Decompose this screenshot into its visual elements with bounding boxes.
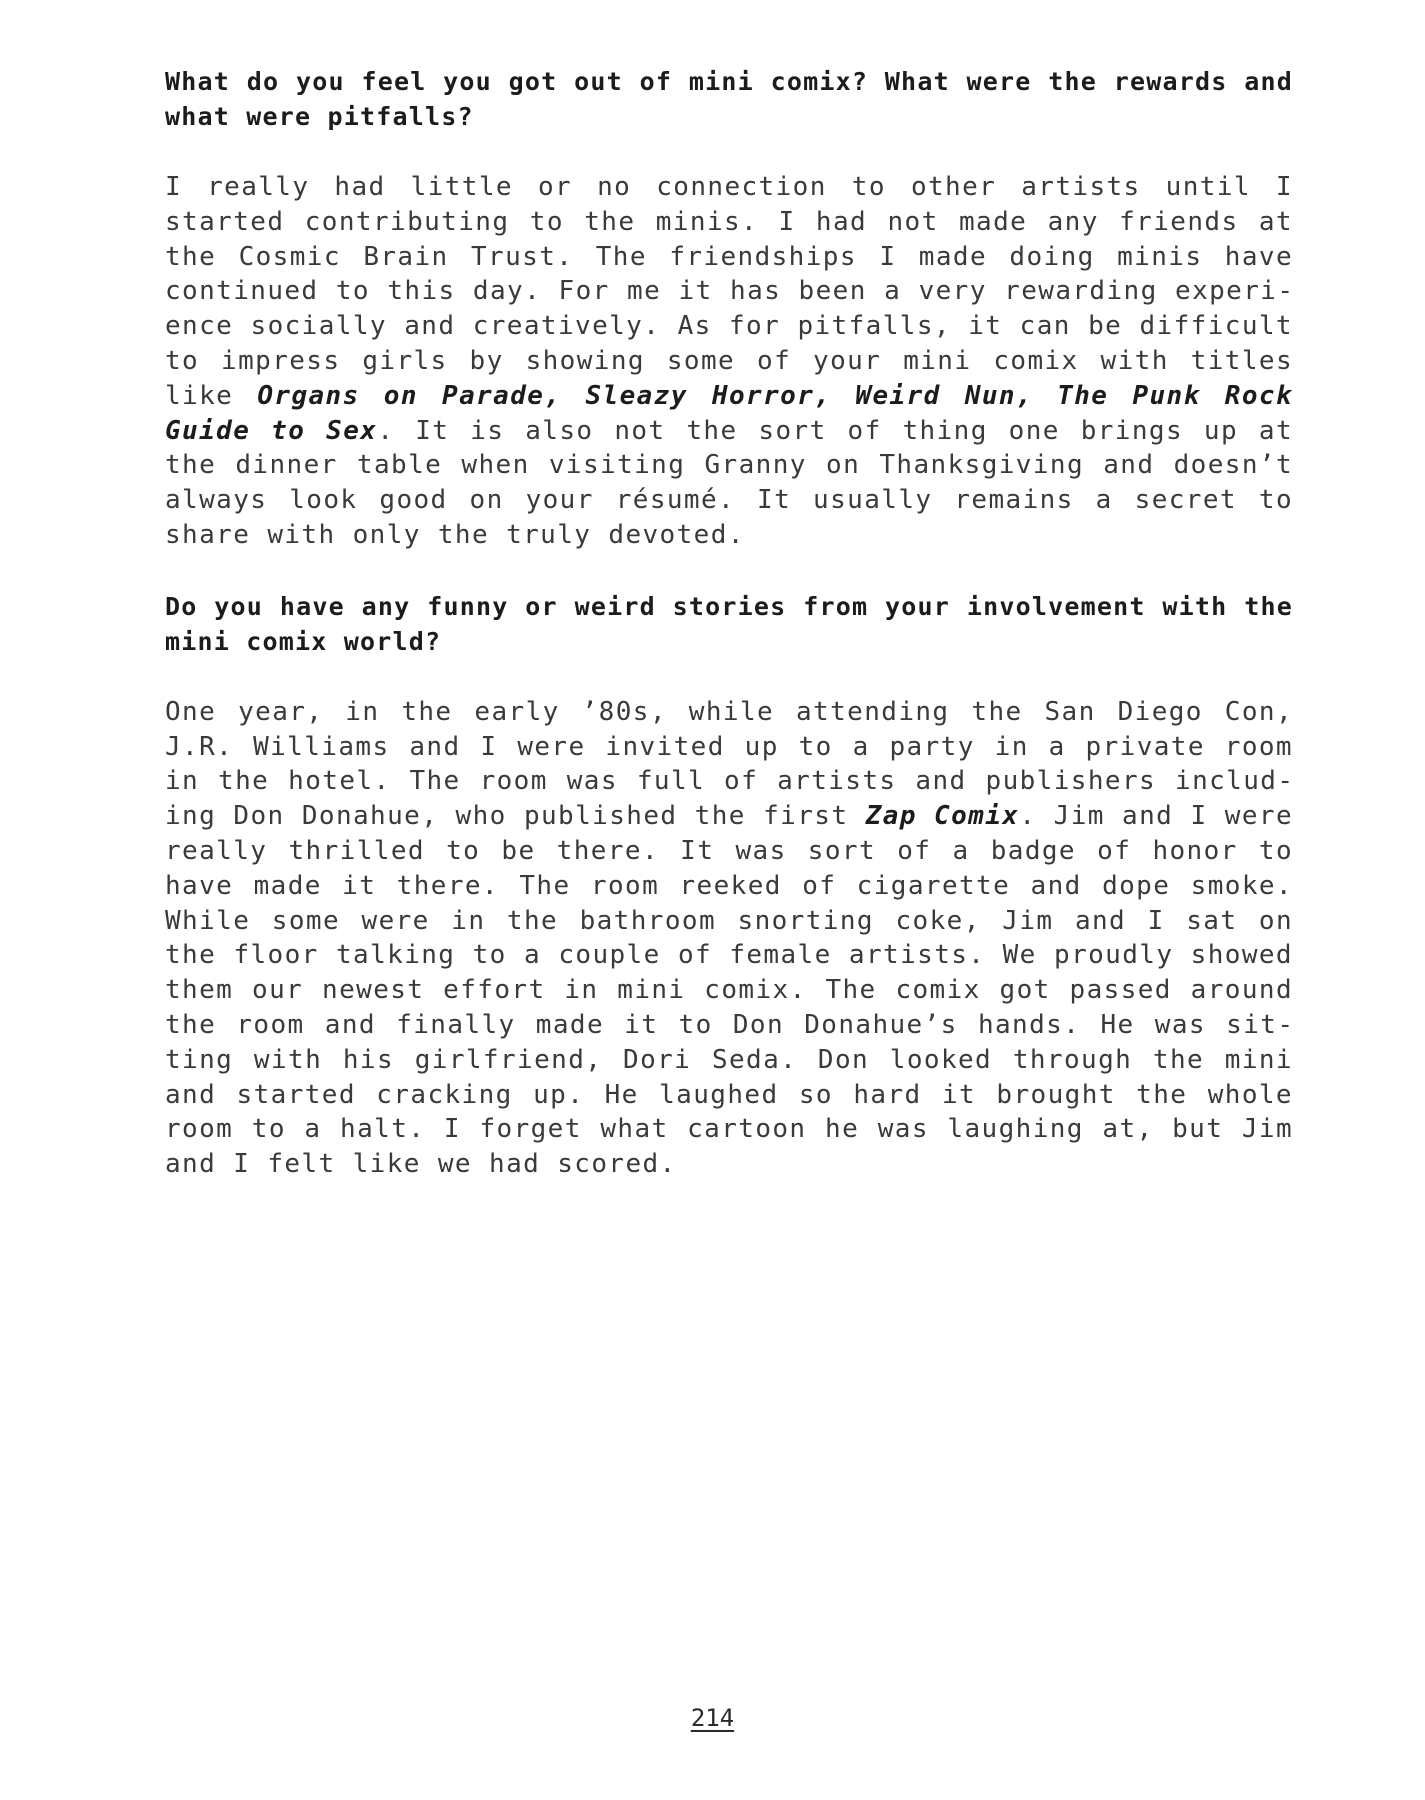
interview-page [165,64,1293,1182]
answer-2-title: Zap Comix [865,801,1020,832]
question-2: Do you have any funny or weird stories from your involvement with the mini comix world? [165,591,1293,656]
answer-2 [165,695,1293,1182]
answer-1-text-a: I really had little or no connection to other artists until I started contributing to the minis. I had not made any friends at the Cosmic Brain Trust. The friendships I made doing minis have continued to this day. For me it has been a very rewarding experience socially and creatively. As for pitfalls, it can be difficult to impress girls by showing some of your mini comix with titles like [165,172,1293,411]
question-1: What do you feel you got out of mini comix? What were the rewards and what were pitfalls? [165,67,1293,131]
answer-1-text-b: . It is also not the sort of thing one brings up at the dinner table when visiting Granny on Thanksgiving and doesn’t always look good on your résumé. It usually remains a secret to share with only the truly devoted. [165,415,1293,550]
page-number-text: 214 [690,1704,735,1732]
answer-1 [165,170,1293,553]
answer-1-titles: Organs on Parade, Sleazy Horror, Weird Nun, The Punk Rock Guide to Sex [165,380,1293,446]
page-number [0,1704,1425,1732]
answer-2-text-b: . Jim and I were really thrilled to be there. It was sort of a badge of honor to have made it there. The room reeked of cigarette and dope smoke. While some were in the bathroom snorting coke, Jim and I sat on the floor talking to a couple of female artists. We proudly showed them our newest effort in mini comix. The comix got passed around the room and finally made it to Don Donahue’s hands. He was sitting with his girlfriend, Dori Seda. Don looked through the mini and started cracking up. He laughed so hard it brought the whole room to a halt. I forget what cartoon he was laughing at, but Jim and I felt like we had scored. [165,801,1294,1180]
answer-2-text-a: One year, in the early ’80s, while attending the San Diego Con, J.R. Williams and I were invited up to a party in a private room in the hotel. The room was full of artists and publishers including Don Donahue, who published the first [165,696,1293,832]
